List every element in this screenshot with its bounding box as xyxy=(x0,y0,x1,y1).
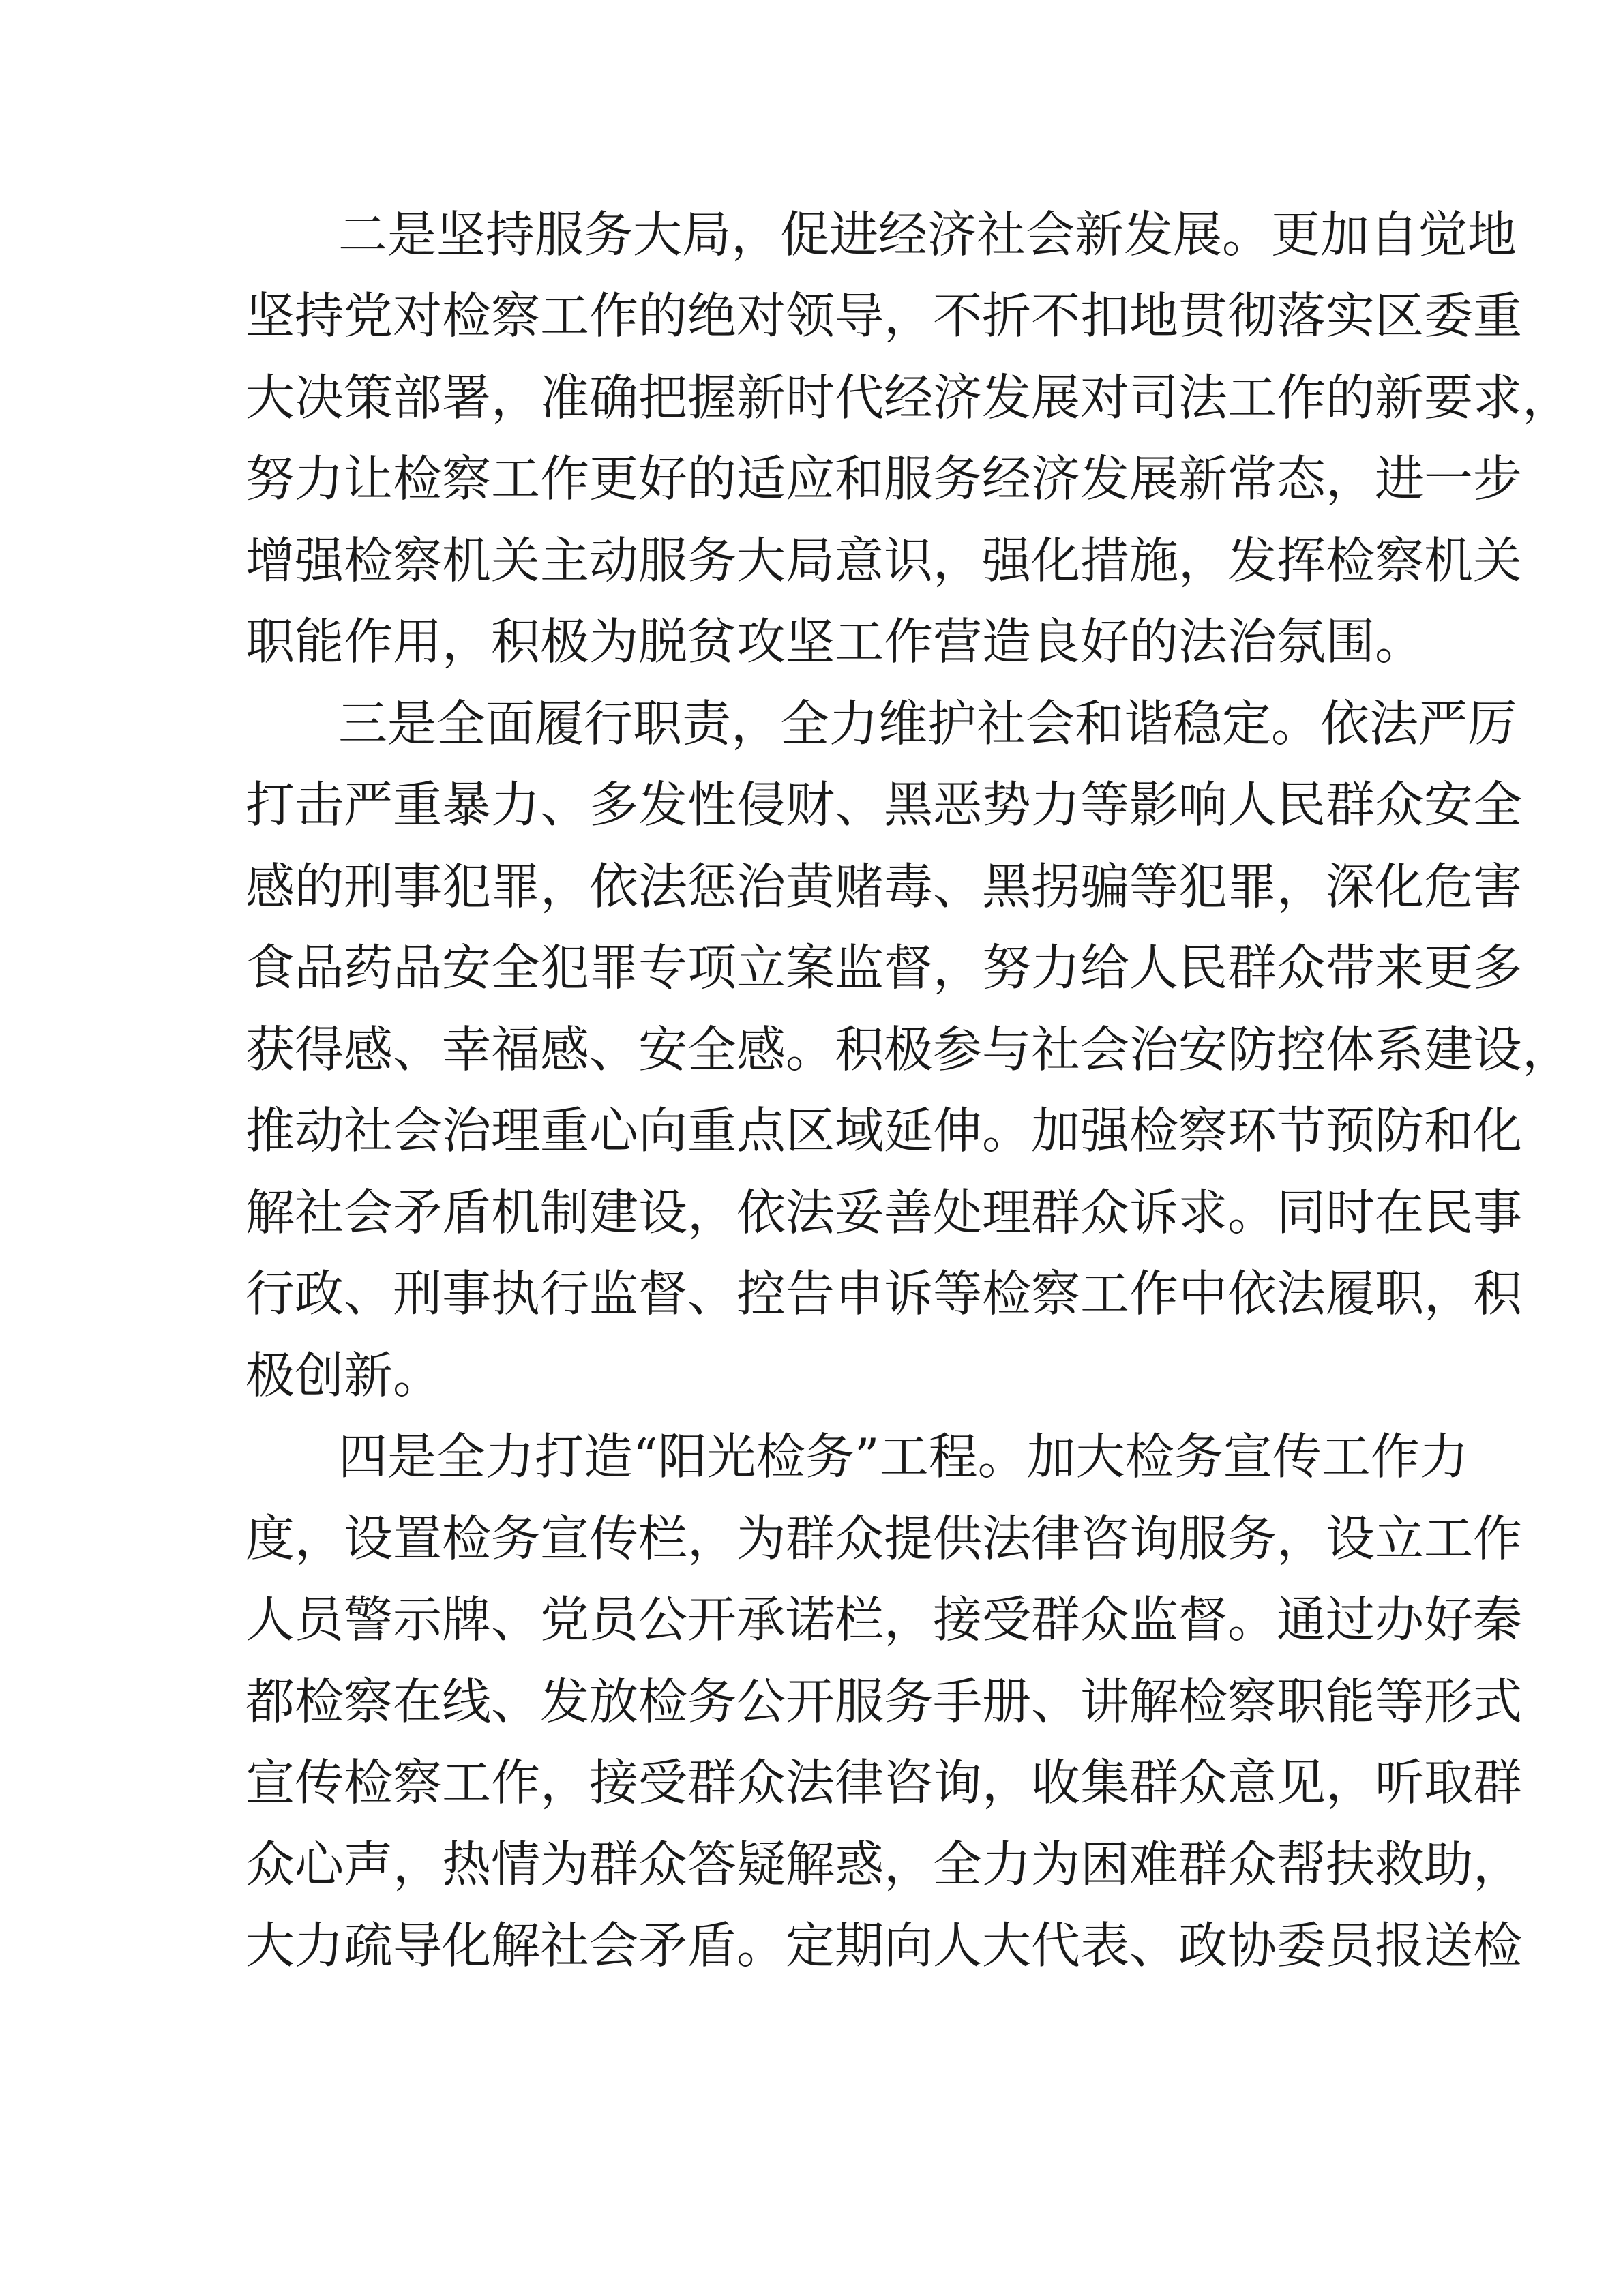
paragraph-4-line-6 xyxy=(0,1823,1623,1905)
text-line: 食品药品安全犯罪专项立案监督，努力给人民群众带来更多 xyxy=(245,939,1523,996)
text-line: 众心声，热情为群众答疑解惑，全力为困难群众帮扶救助， xyxy=(245,1836,1523,1893)
paragraph-3-line-2 xyxy=(0,764,1623,846)
text-line: 努力让检察工作更好的适应和服务经济发展新常态，进一步 xyxy=(245,450,1523,507)
text-line: 度，设置检务宣传栏，为群众提供法律咨询服务，设立工作 xyxy=(245,1510,1523,1567)
paragraph-2-line-1 xyxy=(0,194,1623,275)
paragraph-4-line-7 xyxy=(0,1905,1623,1986)
paragraph-3-line-5 xyxy=(0,1009,1623,1090)
text-line: 推动社会治理重心向重点区域延伸。加强检察环节预防和化 xyxy=(245,1102,1523,1159)
text-line: 行政、刑事执行监督、控告申诉等检察工作中依法履职，积 xyxy=(245,1265,1523,1322)
text-line: 大决策部署，准确把握新时代经济发展对司法工作的新要求， xyxy=(245,369,1572,426)
paragraph-3-line-1 xyxy=(0,683,1623,764)
paragraph-3-line-8 xyxy=(0,1253,1623,1335)
paragraph-2-line-5 xyxy=(0,520,1623,601)
paragraph-2-line-6 xyxy=(0,601,1623,683)
paragraph-3-line-6 xyxy=(0,1090,1623,1172)
text-line: 感的刑事犯罪，依法惩治黄赌毒、黑拐骗等犯罪，深化危害 xyxy=(245,858,1523,915)
text-line: 解社会矛盾机制建设，依法妥善处理群众诉求。同时在民事 xyxy=(245,1184,1523,1241)
text-line: 宣传检察工作，接受群众法律咨询，收集群众意见，听取群 xyxy=(245,1754,1523,1811)
text-line: 极创新。 xyxy=(245,1347,443,1404)
paragraph-4-line-5 xyxy=(0,1742,1623,1823)
paragraph-2-line-3 xyxy=(0,357,1623,438)
paragraph-2-line-4 xyxy=(0,438,1623,520)
text-line: 三是全面履行职责，全力维护社会和谐稳定。依法严厉 xyxy=(338,695,1517,752)
paragraph-3-line-7 xyxy=(0,1172,1623,1253)
paragraph-4-line-4 xyxy=(0,1660,1623,1742)
text-line: 打击严重暴力、多发性侵财、黑恶势力等影响人民群众安全 xyxy=(245,776,1523,833)
text-line: 职能作用，积极为脱贫攻坚工作营造良好的法治氛围。 xyxy=(245,613,1425,670)
text-line: 人员警示牌、党员公开承诺栏，接受群众监督。通过办好秦 xyxy=(245,1591,1523,1648)
paragraph-4-line-1 xyxy=(0,1416,1623,1497)
text-line: 二是坚持服务大局，促进经济社会新发展。更加自觉地 xyxy=(338,206,1517,263)
text-line: 坚持党对检察工作的绝对领导，不折不扣地贯彻落实区委重 xyxy=(245,287,1523,344)
paragraph-2-line-2 xyxy=(0,275,1623,357)
paragraph-3-line-9 xyxy=(0,1335,1623,1416)
paragraph-3-line-4 xyxy=(0,927,1623,1009)
paragraph-4-line-3 xyxy=(0,1579,1623,1660)
text-line: 四是全力打造“阳光检务”工程。加大检务宣传工作力 xyxy=(338,1428,1469,1485)
text-line: 获得感、幸福感、安全感。积极参与社会治安防控体系建设， xyxy=(245,1021,1572,1078)
paragraph-4-line-2 xyxy=(0,1497,1623,1579)
text-line: 增强检察机关主动服务大局意识，强化措施，发挥检察机关 xyxy=(245,532,1523,589)
text-line: 都检察在线、发放检务公开服务手册、讲解检察职能等形式 xyxy=(245,1673,1523,1730)
text-line: 大力疏导化解社会矛盾。定期向人大代表、政协委员报送检 xyxy=(245,1917,1523,1974)
paragraph-3-line-3 xyxy=(0,846,1623,927)
